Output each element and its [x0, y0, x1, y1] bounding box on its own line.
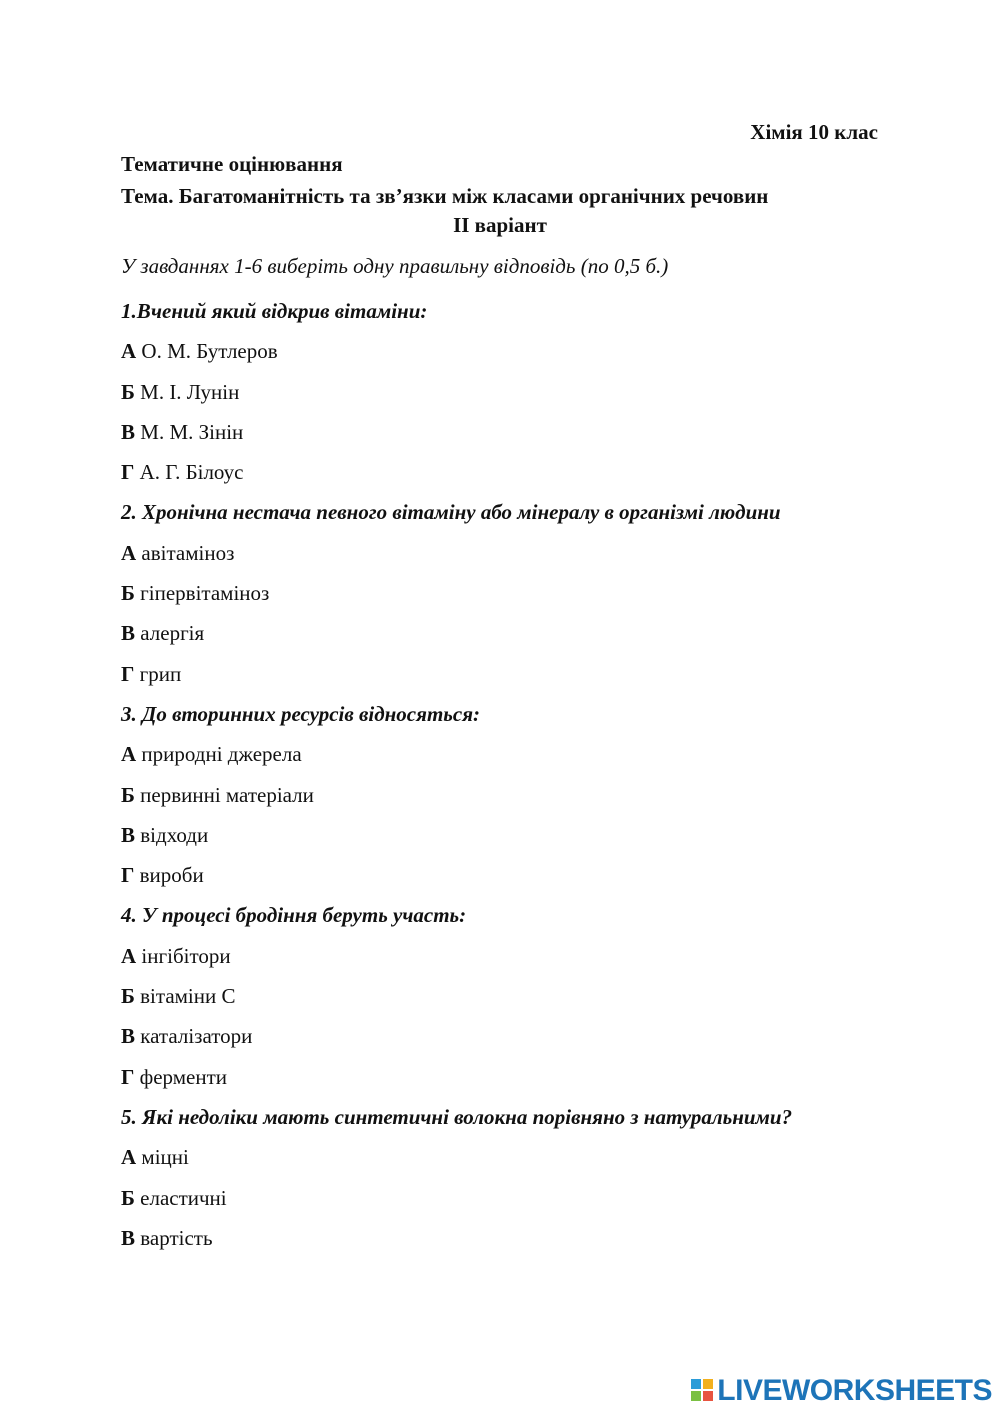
liveworksheets-logo-icon	[691, 1379, 715, 1403]
answer-option[interactable]	[121, 780, 921, 820]
option-letter: Г	[121, 1064, 135, 1089]
grade-label: Хімія 10 клас	[750, 120, 878, 144]
option-text: ферменти	[139, 1064, 227, 1089]
option-text: А. Г. Білоус	[139, 460, 244, 485]
option-letter: Г	[121, 863, 135, 888]
option-letter: А	[121, 339, 137, 364]
option-text: алергія	[140, 621, 205, 646]
option-letter: Г	[121, 661, 135, 686]
option-text: відходи	[140, 822, 209, 847]
option-letter: Б	[121, 984, 135, 1009]
option-letter: А	[121, 1145, 137, 1170]
answer-option[interactable]	[121, 1183, 921, 1223]
logo-text: LIVEWORKSHEETS	[717, 1374, 992, 1407]
variant-label: ІІ варіант	[453, 213, 547, 237]
answer-option[interactable]	[121, 1142, 921, 1182]
liveworksheets-logo	[691, 1375, 992, 1407]
answer-option[interactable]	[121, 659, 921, 699]
option-text: авітаміноз	[141, 540, 235, 565]
answer-option[interactable]	[121, 377, 921, 417]
answer-option[interactable]	[121, 739, 921, 779]
option-text: О. М. Бутлеров	[141, 339, 278, 364]
option-text: грип	[139, 661, 182, 686]
answer-option[interactable]	[121, 820, 921, 860]
assessment-title: Тематичне оцінювання	[121, 152, 343, 176]
question-1: 1.Вчений який відкрив вітаміни:	[121, 299, 428, 323]
option-text: вітаміни С	[140, 984, 236, 1009]
answer-option[interactable]	[121, 941, 921, 981]
option-letter: Б	[121, 782, 135, 807]
question-3: 3. До вторинних ресурсів відносяться:	[121, 701, 481, 726]
answer-option[interactable]	[121, 417, 921, 457]
option-letter: А	[121, 943, 137, 968]
answer-option[interactable]	[121, 578, 921, 618]
option-text: вироби	[139, 863, 204, 888]
option-letter: В	[121, 822, 136, 847]
answer-option[interactable]	[121, 457, 921, 497]
option-letter: Б	[121, 1185, 135, 1210]
question-5: 5. Які недоліки мають синтетичні волокна порівняно з натуральними?	[121, 1104, 793, 1129]
option-text: вартість	[140, 1225, 213, 1250]
question-2: 2. Хронічна нестача певного вітаміну або мінералу в організмі людини	[121, 500, 781, 525]
option-text: гіпервітаміноз	[140, 581, 270, 606]
option-text: міцні	[141, 1145, 189, 1170]
question-4: 4. У процесі бродіння беруть участь:	[121, 903, 467, 928]
option-letter: Б	[121, 581, 135, 606]
option-text: первинні матеріали	[140, 782, 314, 807]
answer-option[interactable]	[121, 860, 921, 900]
topic-title: Тема. Багатоманітність та зв’язки між класами органічних речовин	[121, 184, 769, 208]
option-letter: Б	[121, 379, 135, 404]
option-letter: А	[121, 540, 137, 565]
questions-list	[121, 296, 921, 1263]
answer-option[interactable]	[121, 538, 921, 578]
option-letter: А	[121, 742, 137, 767]
answer-option[interactable]	[121, 1062, 921, 1102]
answer-option[interactable]	[121, 1021, 921, 1061]
option-text: еластичні	[140, 1185, 227, 1210]
answer-option[interactable]	[121, 1223, 921, 1263]
answer-option[interactable]	[121, 618, 921, 658]
option-text: природні джерела	[141, 742, 302, 767]
option-letter: В	[121, 1225, 136, 1250]
option-letter: В	[121, 621, 136, 646]
answer-option[interactable]	[121, 981, 921, 1021]
option-letter: В	[121, 1024, 136, 1049]
option-text: інгібітори	[141, 943, 231, 968]
option-text: М. І. Лунін	[140, 379, 240, 404]
option-letter: В	[121, 419, 136, 444]
option-text: каталізатори	[140, 1024, 253, 1049]
instruction-text: У завданнях 1-6 виберіть одну правильну відповідь (по 0,5 б.)	[121, 254, 669, 278]
answer-option[interactable]	[121, 336, 921, 376]
option-letter: Г	[121, 460, 135, 485]
option-text: М. М. Зінін	[140, 419, 244, 444]
